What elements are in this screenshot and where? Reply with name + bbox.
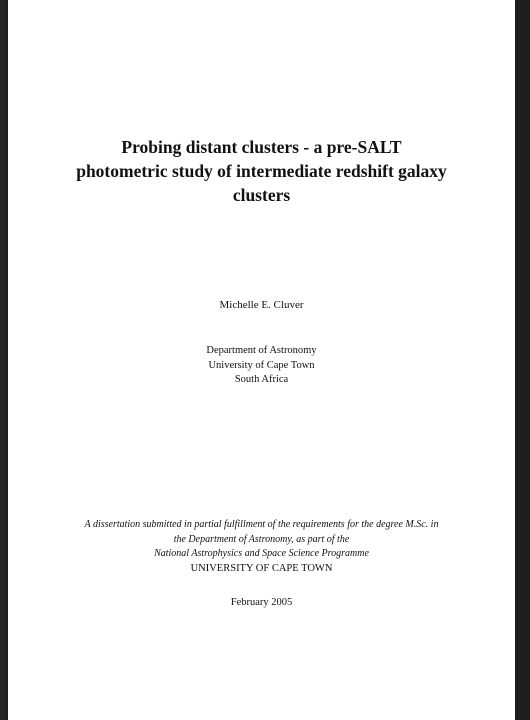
submission-date: February 2005 xyxy=(230,597,293,608)
title-line-2: photometric study of intermediate redshift galaxy xyxy=(76,161,447,181)
document-page xyxy=(8,0,515,720)
affiliation-department: Department of Astronomy xyxy=(206,345,317,356)
submission-statement xyxy=(8,518,515,576)
affiliation xyxy=(8,344,515,388)
submission-line-2: the Department of Astronomy, as part of the xyxy=(173,533,350,545)
affiliation-country: South Africa xyxy=(234,374,289,385)
university-name: UNIVERSITY OF CAPE TOWN xyxy=(190,562,333,574)
submission-line-1: A dissertation submitted in partial fulfillment of the requirements for the degree M.Sc. in xyxy=(84,519,439,530)
title-line-1: Probing distant clusters - a pre-SALT xyxy=(121,137,402,157)
submission-line-3: National Astrophysics and Space Science Programme xyxy=(154,548,369,559)
thesis-title xyxy=(8,135,515,207)
title-line-3: clusters xyxy=(232,185,291,205)
scrollbar-track[interactable] xyxy=(515,0,530,720)
affiliation-university: University of Cape Town xyxy=(208,359,315,371)
author-name: Michelle E. Cluver xyxy=(219,299,304,311)
